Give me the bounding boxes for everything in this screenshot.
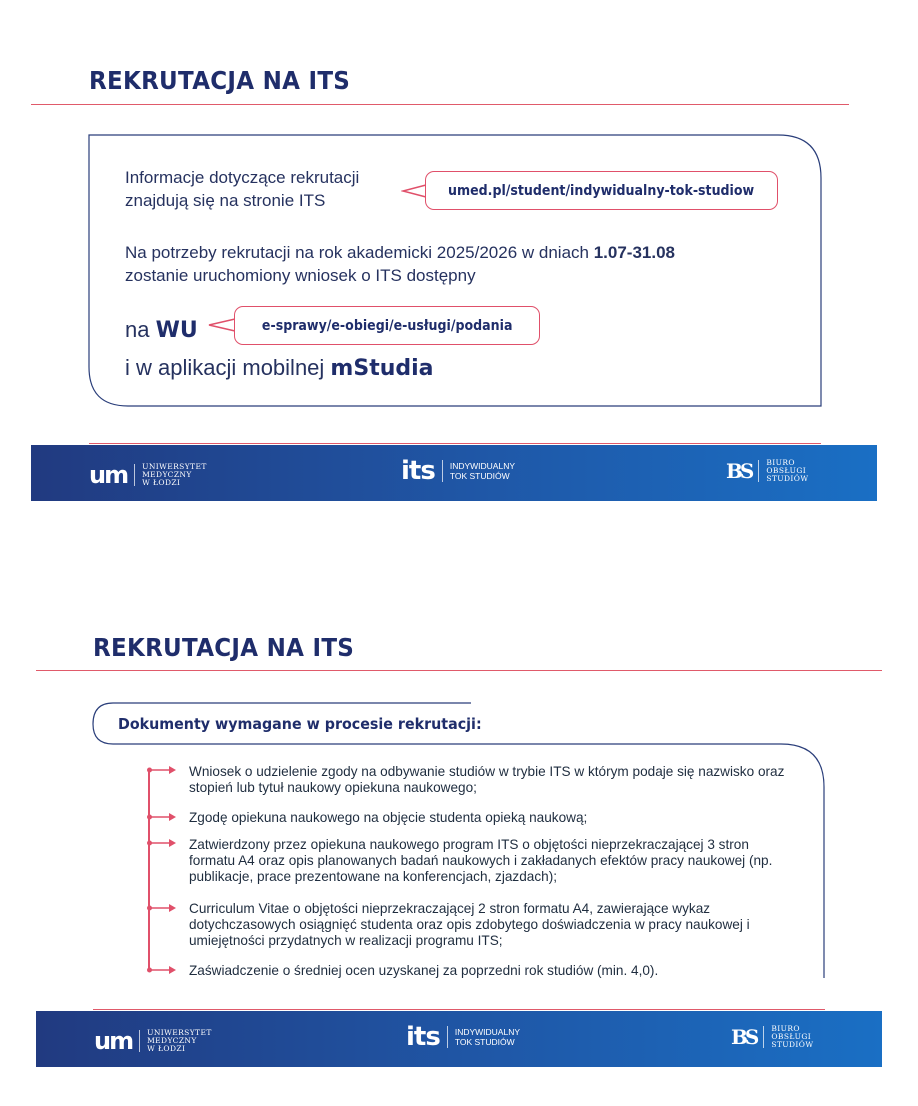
slide2-title-rule bbox=[36, 670, 882, 671]
um-mark: um bbox=[94, 1027, 133, 1055]
its-mark: its bbox=[406, 1022, 440, 1052]
link-umed-text[interactable]: umed.pl/student/indywidualny-tok-studiow bbox=[448, 182, 755, 199]
um-name: UNIWERSYTET MEDYCZNY W ŁODZI bbox=[142, 462, 207, 487]
info-line-2: znajdują się na stronie ITS bbox=[125, 191, 326, 210]
doc-item-4: Curriculum Vitae o objętości nieprzekraczającej 2 stron formatu A4, zawierające wykaz dotychczasowych osiągnięć studenta oraz opis zdobytego doświadczenia w pracy naukowej i umiejętności przydatnych w realizacji programu ITS; bbox=[189, 901, 750, 948]
wu-label: WU bbox=[155, 318, 198, 343]
bos-logo bbox=[726, 459, 808, 483]
bos-name: BIURO OBSŁUGI STUDIÓW bbox=[771, 1024, 814, 1049]
bos-mark: BS bbox=[726, 459, 752, 483]
docs-heading: Dokumenty wymagane w procesie rekrutacji: bbox=[118, 715, 482, 733]
link-esprawy-pill[interactable] bbox=[234, 306, 540, 345]
um-mark: um bbox=[89, 461, 128, 489]
timeline-line bbox=[148, 770, 150, 970]
link1-pointer-icon bbox=[401, 183, 427, 199]
link2-pointer-icon bbox=[206, 317, 236, 333]
slide2-title: REKRUTACJA NA ITS bbox=[93, 633, 355, 662]
um-logo bbox=[94, 1029, 212, 1053]
its-name: INDYWIDUALNY TOK STUDIÓW bbox=[454, 1027, 521, 1047]
footer1-rule bbox=[89, 443, 821, 444]
bullet-arrow-icon bbox=[147, 812, 177, 822]
its-logo bbox=[406, 1022, 521, 1052]
bullet-arrow-icon bbox=[147, 965, 177, 975]
its-mark: its bbox=[401, 456, 435, 486]
bullet-arrow-icon bbox=[147, 838, 177, 848]
its-logo bbox=[401, 456, 516, 486]
mstudia-label: mStudia bbox=[330, 356, 434, 381]
doc-item-1: Wniosek o udzielenie zgody na odbywanie studiów w trybie ITS w którym podaje się nazwisko oraz stopień lub tytuł naukowy opiekuna naukowego; bbox=[189, 764, 785, 795]
doc-item-5: Zaświadczenie o średniej ocen uzyskanej za poprzedni rok studiów (min. 4,0). bbox=[189, 963, 659, 978]
slide1-title-rule bbox=[31, 104, 849, 105]
slide1-title: REKRUTACJA NA ITS bbox=[89, 66, 351, 95]
date-range: 1.07-31.08 bbox=[593, 243, 675, 262]
doc-item-2: Zgodę opiekuna naukowego na objęcie studenta opieką naukową; bbox=[189, 810, 588, 825]
footer2-rule bbox=[93, 1009, 825, 1010]
bullet-arrow-icon bbox=[147, 903, 177, 913]
info-line-1: Informacje dotyczące rekrutacji bbox=[125, 168, 360, 187]
footer-2 bbox=[36, 1011, 882, 1067]
footer-1 bbox=[31, 445, 877, 501]
um-logo bbox=[89, 463, 207, 487]
um-name: UNIWERSYTET MEDYCZNY W ŁODZI bbox=[147, 1028, 212, 1053]
slide1-wu-line: na WU bbox=[125, 317, 198, 343]
slide1-paragraph bbox=[125, 241, 675, 287]
slide1-info-text bbox=[125, 166, 359, 212]
its-name: INDYWIDUALNY TOK STUDIÓW bbox=[449, 461, 516, 481]
doc-item-3: Zatwierdzony przez opiekuna naukowego program ITS o objętości nieprzekraczającej 3 stron formatu A4 oraz opis planowanych badań naukowych i zakładanych efektów pracy naukowej (np. publikacje, prace prezentowane na konferencjach, zjazdach); bbox=[189, 837, 773, 884]
bullet-arrow-icon bbox=[147, 765, 177, 775]
bos-name: BIURO OBSŁUGI STUDIÓW bbox=[766, 458, 809, 483]
para-line-1: Na potrzeby rekrutacji na rok akademicki 2025/2026 w dniach 1.07-31.08 bbox=[125, 243, 675, 262]
link-umed-pill[interactable] bbox=[425, 171, 778, 210]
bos-mark: BS bbox=[731, 1025, 757, 1049]
para-line-2: zostanie uruchomiony wniosek o ITS dostępny bbox=[125, 266, 476, 285]
link-esprawy-text[interactable]: e-sprawy/e-obiegi/e-usługi/podania bbox=[261, 317, 513, 334]
bos-logo bbox=[731, 1025, 813, 1049]
slide1-app-line: i w aplikacji mobilnej mStudia bbox=[125, 355, 434, 381]
